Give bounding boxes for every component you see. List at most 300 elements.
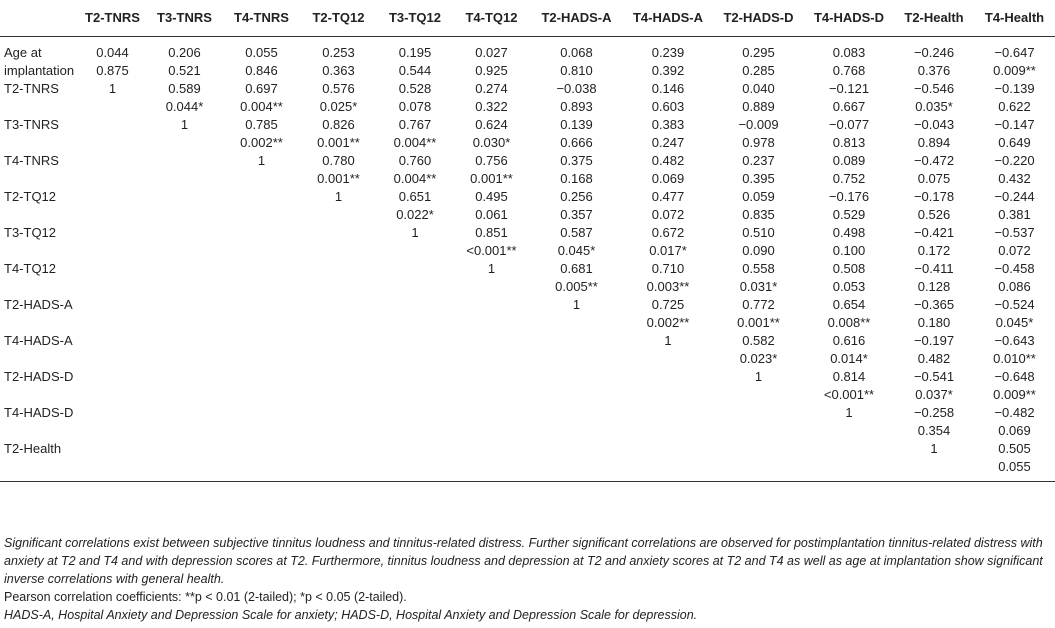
table-cell: 1 <box>257 153 266 168</box>
table-cell: 0.017* <box>649 243 687 258</box>
table-cell <box>713 422 804 440</box>
table-cell: −0.541 <box>913 369 955 384</box>
table-cell <box>623 350 713 368</box>
table-cell: −0.043 <box>913 117 955 132</box>
table-cell: 0.001** <box>737 315 780 330</box>
table-cell <box>146 242 223 260</box>
table-cell <box>377 314 453 332</box>
table-cell: 1 <box>845 405 853 420</box>
table-cell <box>79 188 146 206</box>
table-cell: 0.649 <box>998 135 1031 150</box>
table-cell <box>713 440 804 458</box>
table-cell: 0.239 <box>651 45 685 60</box>
table-cell: 0.040 <box>742 81 775 96</box>
table-cell: 0.072 <box>651 207 685 222</box>
row-label: T2-Health <box>4 441 62 456</box>
table-cell <box>79 170 146 188</box>
table-cell <box>146 422 223 440</box>
table-cell: −0.458 <box>994 261 1035 276</box>
table-cell <box>623 458 713 482</box>
table-cell: 0.100 <box>832 243 866 258</box>
table-cell: −0.258 <box>913 405 955 420</box>
row-label: T3-TQ12 <box>4 225 57 240</box>
table-cell <box>377 260 453 278</box>
table-cell <box>623 440 713 458</box>
table-cell <box>223 368 300 386</box>
table-cell <box>804 422 894 440</box>
column-header: T4-TQ12 <box>453 0 530 37</box>
table-cell: 0.376 <box>917 63 951 78</box>
table-cell: 0.146 <box>651 81 685 96</box>
table-cell: 0.295 <box>742 45 775 60</box>
table-cell <box>453 278 530 296</box>
row-label: Age at <box>4 45 42 60</box>
table-cell: 0.395 <box>742 171 775 186</box>
table-cell: −0.524 <box>994 297 1035 312</box>
table-cell: 0.001** <box>470 171 513 186</box>
table-cell: 0.009** <box>993 63 1036 78</box>
table-cell: −0.647 <box>994 45 1035 60</box>
table-cell: 0.894 <box>917 135 951 150</box>
table-cell <box>79 350 146 368</box>
row-label <box>0 170 79 188</box>
table-cell <box>223 422 300 440</box>
table-cell <box>530 368 623 386</box>
table-row <box>0 116 1055 134</box>
column-header: T4-HADS-A <box>623 0 713 37</box>
table-cell: 0.624 <box>475 117 508 132</box>
table-cell: 0.044* <box>165 99 204 114</box>
table-cell: 0.083 <box>832 45 866 60</box>
table-cell: 0.001** <box>317 171 360 186</box>
table-cell: 0.322 <box>475 99 508 114</box>
table-cell <box>79 98 146 116</box>
table-cell <box>223 404 300 422</box>
table-cell: 0.004** <box>240 99 283 114</box>
table-cell: 0.432 <box>998 171 1031 186</box>
table-header-row <box>0 0 1055 37</box>
column-header: T2-Health <box>894 0 974 37</box>
table-cell <box>804 458 894 482</box>
row-label: T4-HADS-A <box>4 333 73 348</box>
table-cell: 0.002** <box>646 315 690 330</box>
table-cell: 0.767 <box>398 117 432 132</box>
table-cell: 0.004** <box>393 171 437 186</box>
table-cell: 0.392 <box>651 63 685 78</box>
row-label <box>0 350 79 368</box>
table-cell <box>79 134 146 152</box>
column-header: T2-TNRS <box>79 0 146 37</box>
table-cell <box>453 440 530 458</box>
row-label: T4-TNRS <box>4 153 59 168</box>
table-row <box>0 404 1055 422</box>
table-cell <box>146 296 223 314</box>
table-body <box>0 37 1055 482</box>
table-cell <box>223 260 300 278</box>
row-label <box>0 422 79 440</box>
table-cell <box>223 350 300 368</box>
table-cell <box>79 440 146 458</box>
table-cell: 0.710 <box>651 261 685 276</box>
table-row <box>0 440 1055 458</box>
table-cell: 0.139 <box>560 117 593 132</box>
table-cell: 0.069 <box>998 423 1031 438</box>
table-cell: 0.582 <box>742 333 775 348</box>
table-row <box>0 278 1055 296</box>
table-cell <box>453 458 530 482</box>
table-cell <box>300 296 377 314</box>
table-cell: 0.768 <box>832 63 866 78</box>
table-cell <box>300 332 377 350</box>
table-cell: 0.381 <box>998 207 1031 222</box>
table-cell: 0.001** <box>317 135 360 150</box>
table-cell: 1 <box>108 81 117 96</box>
table-cell <box>300 458 377 482</box>
table-cell: <0.001** <box>823 387 875 402</box>
table-cell <box>377 296 453 314</box>
table-cell: 0.814 <box>832 369 866 384</box>
table-cell <box>300 314 377 332</box>
table-cell <box>223 242 300 260</box>
table-cell <box>530 332 623 350</box>
table-row <box>0 224 1055 242</box>
table-cell: 0.752 <box>832 171 866 186</box>
row-label <box>0 458 79 482</box>
table-cell: −0.244 <box>994 189 1035 204</box>
table-cell: 0.375 <box>560 153 593 168</box>
table-cell <box>377 422 453 440</box>
table-cell: −0.009 <box>738 117 779 132</box>
table-cell: 0.010** <box>993 351 1036 366</box>
table-cell <box>146 440 223 458</box>
row-label <box>0 134 79 152</box>
footnote-significance: Significant correlations exist between subjective tinnitus loudness and tinnitus-related distress. Further significant correlations are observed for postimplantation tinnitus-related distress with anxiety at T2 and T4 and with depression scores at T2. Furthermore, tinnitus loudness and depression at T2 and anxiety scores at T2 and T4 as well as age at implantation show significant inverse correlations with general health. <box>4 536 1043 586</box>
table-cell <box>300 242 377 260</box>
table-cell: 0.002** <box>240 135 283 150</box>
table-cell <box>223 314 300 332</box>
table-cell: 0.172 <box>917 243 951 258</box>
table-cell <box>146 278 223 296</box>
table-cell <box>223 188 300 206</box>
table-cell <box>79 314 146 332</box>
table-cell <box>79 152 146 170</box>
table-cell <box>530 422 623 440</box>
table-cell: 0.008** <box>827 315 871 330</box>
table-cell <box>377 242 453 260</box>
table-cell: 0.023* <box>739 351 778 366</box>
table-cell: 0.044 <box>96 45 129 60</box>
table-cell <box>377 368 453 386</box>
table-cell: 0.810 <box>560 63 593 78</box>
table-row <box>0 242 1055 260</box>
table-cell: 0.893 <box>560 99 593 114</box>
table-cell: 0.090 <box>742 243 775 258</box>
header-cell-corner <box>0 0 79 37</box>
table-cell <box>223 170 300 188</box>
table-cell: 0.237 <box>742 153 775 168</box>
table-cell <box>146 368 223 386</box>
table-cell <box>623 404 713 422</box>
table-cell <box>377 440 453 458</box>
table-cell <box>223 224 300 242</box>
table-cell <box>623 422 713 440</box>
table-cell: 0.508 <box>832 261 866 276</box>
column-header: T2-TQ12 <box>300 0 377 37</box>
table-cell: 0.089 <box>832 153 866 168</box>
table-cell: 0.666 <box>560 135 593 150</box>
table-row <box>0 314 1055 332</box>
table-row <box>0 422 1055 440</box>
table-row <box>0 386 1055 404</box>
table-cell: 0.285 <box>742 63 775 78</box>
row-label: T4-HADS-D <box>4 405 74 420</box>
table-cell: 0.363 <box>322 63 355 78</box>
table-row <box>0 350 1055 368</box>
row-label: T2-HADS-D <box>4 369 74 384</box>
table-cell: 0.045* <box>557 243 596 258</box>
table-cell: 0.383 <box>651 117 685 132</box>
row-label: T2-HADS-A <box>4 297 73 312</box>
table-cell: 0.889 <box>742 99 775 114</box>
table-row <box>0 188 1055 206</box>
table-cell <box>530 386 623 404</box>
table-cell: <0.001** <box>466 243 517 258</box>
table-cell <box>223 278 300 296</box>
table-cell: 0.037* <box>915 387 953 402</box>
table-cell: 0.875 <box>96 63 129 78</box>
column-header: T4-HADS-D <box>804 0 894 37</box>
table-row <box>0 170 1055 188</box>
table-cell: −0.365 <box>913 297 955 312</box>
table-cell <box>377 332 453 350</box>
table-cell: 0.035* <box>915 99 953 114</box>
table-cell <box>300 386 377 404</box>
table-cell: 0.022* <box>396 207 434 222</box>
column-header: T4-TNRS <box>223 0 300 37</box>
table-cell <box>223 206 300 224</box>
table-cell <box>79 458 146 482</box>
table-cell <box>713 386 804 404</box>
table-cell: 0.247 <box>651 135 685 150</box>
table-cell: 0.529 <box>832 207 866 222</box>
table-cell <box>146 386 223 404</box>
table-cell <box>300 422 377 440</box>
table-row <box>0 368 1055 386</box>
table-cell <box>623 368 713 386</box>
table-row <box>0 62 1055 80</box>
table-cell <box>223 332 300 350</box>
table-cell <box>146 404 223 422</box>
table-cell <box>804 440 894 458</box>
row-label <box>0 98 79 116</box>
table-cell: 0.256 <box>560 189 593 204</box>
table-cell <box>146 350 223 368</box>
table-cell: 0.495 <box>475 189 508 204</box>
row-label <box>0 278 79 296</box>
table-cell: 0.005** <box>555 279 598 294</box>
table-cell <box>146 458 223 482</box>
table-cell <box>146 152 223 170</box>
table-cell <box>146 332 223 350</box>
table-cell <box>453 296 530 314</box>
table-cell <box>453 386 530 404</box>
table-cell: 0.045* <box>995 315 1034 330</box>
table-cell <box>300 224 377 242</box>
table-cell <box>300 440 377 458</box>
table-cell: 0.014* <box>830 351 868 366</box>
table-cell: −0.176 <box>828 189 870 204</box>
table-cell <box>79 386 146 404</box>
table-cell: 0.477 <box>651 189 685 204</box>
row-label <box>0 206 79 224</box>
table-cell: 0.354 <box>917 423 951 438</box>
table-cell: 1 <box>572 297 581 312</box>
table-cell: 1 <box>664 333 672 348</box>
table-cell <box>300 206 377 224</box>
table-cell: 0.835 <box>742 207 775 222</box>
table-cell: 0.587 <box>560 225 593 240</box>
column-header: T3-TQ12 <box>377 0 453 37</box>
table-footnotes <box>4 534 1049 624</box>
table-row <box>0 458 1055 482</box>
table-cell <box>713 458 804 482</box>
table-cell: 0.031* <box>739 279 778 294</box>
table-cell <box>223 440 300 458</box>
table-cell: 0.603 <box>651 99 685 114</box>
table-cell: 1 <box>180 117 189 132</box>
table-cell: −0.546 <box>913 81 955 96</box>
table-cell: 0.780 <box>322 153 355 168</box>
table-cell: 1 <box>930 441 938 456</box>
table-cell: 0.498 <box>832 225 866 240</box>
table-cell: −0.411 <box>914 261 954 276</box>
table-cell <box>530 350 623 368</box>
table-row <box>0 152 1055 170</box>
table-row <box>0 37 1055 63</box>
table-row <box>0 296 1055 314</box>
table-cell: −0.121 <box>828 81 870 96</box>
row-label <box>0 242 79 260</box>
table-cell: 0.672 <box>651 225 685 240</box>
table-cell: 0.072 <box>998 243 1031 258</box>
column-header: T2-HADS-D <box>713 0 804 37</box>
table-cell: 0.544 <box>398 63 432 78</box>
table-cell: 0.505 <box>998 441 1031 456</box>
table-cell: 0.009** <box>993 387 1036 402</box>
table-cell: −0.197 <box>913 333 955 348</box>
table-cell <box>453 314 530 332</box>
table-cell: 0.813 <box>832 135 866 150</box>
table-cell <box>79 296 146 314</box>
table-cell <box>146 188 223 206</box>
table-cell: −0.178 <box>913 189 955 204</box>
table-cell <box>377 386 453 404</box>
table-cell <box>79 278 146 296</box>
table-cell: −0.472 <box>913 153 955 168</box>
table-cell: 0.760 <box>398 153 432 168</box>
table-cell <box>300 350 377 368</box>
table-cell: 1 <box>334 189 343 204</box>
table-cell: −0.537 <box>994 225 1035 240</box>
row-label: implantation <box>4 63 75 78</box>
table-cell: 0.756 <box>475 153 508 168</box>
table-cell: 0.654 <box>832 297 866 312</box>
table-cell: 0.069 <box>651 171 685 186</box>
footnote-pearson: Pearson correlation coefficients: **p < 0.01 (2-tailed); *p < 0.05 (2-tailed). <box>4 590 407 604</box>
table-cell: 0.003** <box>646 279 690 294</box>
table-cell: 0.510 <box>742 225 775 240</box>
row-label <box>0 314 79 332</box>
table-cell <box>79 224 146 242</box>
table-cell <box>146 260 223 278</box>
table-cell <box>377 404 453 422</box>
table-cell: −0.246 <box>913 45 955 60</box>
table-cell <box>146 134 223 152</box>
table-cell <box>79 206 146 224</box>
table-cell: 0.168 <box>560 171 593 186</box>
table-cell <box>79 242 146 260</box>
table-cell <box>300 404 377 422</box>
table-cell: 0.482 <box>651 153 685 168</box>
table-cell <box>894 458 974 482</box>
column-header: T4-Health <box>974 0 1055 37</box>
table-cell: 0.004** <box>393 135 437 150</box>
table-cell: 0.274 <box>475 81 508 96</box>
table-cell <box>530 458 623 482</box>
table-cell <box>300 260 377 278</box>
table-cell: 0.978 <box>742 135 775 150</box>
table-cell: 0.725 <box>651 297 685 312</box>
table-cell: 0.030* <box>472 135 511 150</box>
table-cell: 0.061 <box>475 207 508 222</box>
table-cell: 0.589 <box>168 81 201 96</box>
table-cell: 0.482 <box>917 351 951 366</box>
table-cell: 0.616 <box>832 333 866 348</box>
table-cell: 0.027 <box>475 45 508 60</box>
table-cell <box>377 278 453 296</box>
table-cell: 1 <box>754 369 763 384</box>
table-cell: 0.059 <box>742 189 775 204</box>
column-header: T3-TNRS <box>146 0 223 37</box>
row-label: T3-TNRS <box>4 117 59 132</box>
table-row <box>0 134 1055 152</box>
table-cell <box>223 296 300 314</box>
table-cell: 0.357 <box>560 207 593 222</box>
table-row <box>0 206 1055 224</box>
row-label: T2-TNRS <box>4 81 59 96</box>
footnote-abbreviations: HADS-A, Hospital Anxiety and Depression Scale for anxiety; HADS-D, Hospital Anxiety and Depression Scale for depression. <box>4 608 698 622</box>
table-cell <box>79 332 146 350</box>
table-cell <box>530 314 623 332</box>
table-cell: 0.025* <box>319 99 358 114</box>
table-cell <box>79 368 146 386</box>
table-cell <box>530 440 623 458</box>
table-cell: 0.772 <box>742 297 775 312</box>
table-cell: 0.075 <box>917 171 951 186</box>
table-cell <box>453 422 530 440</box>
table-cell <box>79 260 146 278</box>
table-cell <box>623 386 713 404</box>
table-cell <box>453 350 530 368</box>
table-cell: 0.055 <box>245 45 278 60</box>
table-cell: 0.055 <box>974 458 1055 482</box>
table-cell: 0.195 <box>398 45 432 60</box>
table-row <box>0 332 1055 350</box>
table-cell: −0.147 <box>994 117 1035 132</box>
table-cell: 0.180 <box>917 315 951 330</box>
table-cell <box>530 404 623 422</box>
table-cell: 0.826 <box>322 117 355 132</box>
